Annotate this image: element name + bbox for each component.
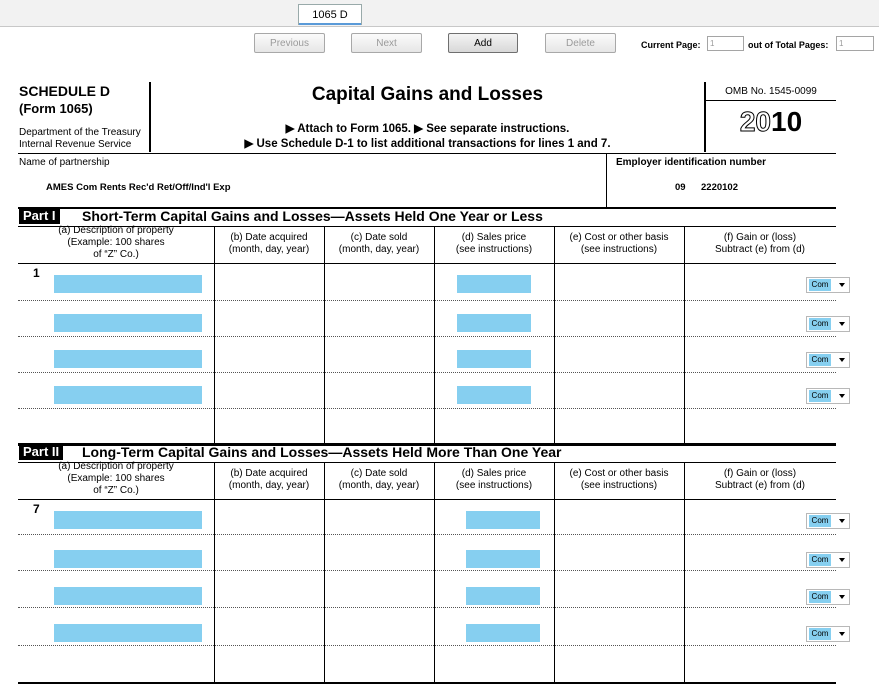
part2-description-field[interactable] [54,511,202,529]
part1-col-a-header: (a) Description of property [58,225,174,236]
part1-gain-loss-dropdown[interactable] [806,388,850,404]
part2-line-number: 7 [33,502,40,516]
part2-gain-loss-dropdown[interactable] [806,552,850,568]
part2-sales-price-field[interactable] [466,624,540,642]
part1-col-f-header: (f) Gain or (loss) [723,232,797,243]
part2-col-f-header: (f) Gain or (loss) [723,468,797,479]
add-button[interactable]: Add [448,33,518,53]
chevron-down-icon [839,358,845,362]
part1-col-e-header: (e) Cost or other basis [569,232,669,243]
dept-line-2: Internal Revenue Service [19,139,132,150]
part2-col-divider [554,463,555,682]
partnership-name-label: Name of partnership [19,157,110,168]
delete-button[interactable]: Delete [545,33,616,53]
part1-gain-loss-dropdown[interactable] [806,316,850,332]
total-pages-label: out of Total Pages: [748,40,829,50]
omb-rule [706,100,836,101]
part2-col-divider [434,463,435,682]
form-title: Capital Gains and Losses [311,84,544,105]
part1-col-a-header: of “Z” Co.) [93,249,139,260]
part1-col-b-header: (b) Date acquired [230,232,308,243]
dropdown-value: Com [809,279,831,291]
ein-label: Employer identification number [616,157,767,168]
tax-year-bold: 10 [771,106,803,137]
part2-col-b-header: (b) Date acquired [230,468,308,479]
part2-col-c-header: (month, day, year) [338,480,420,491]
dropdown-value: Com [809,591,831,603]
part2-col-f-header: Subtract (e) from (d) [714,480,806,491]
dropdown-value: Com [809,354,831,366]
part1-sales-price-field[interactable] [457,386,531,404]
part1-col-b-header: (month, day, year) [228,244,310,255]
tab-1065-d[interactable]: 1065 D [298,4,362,25]
part2-sales-price-field[interactable] [466,587,540,605]
part1-sales-price-field[interactable] [457,314,531,332]
partnership-name-field[interactable]: AMES Com Rents Rec'd Ret/Off/Ind'l Exp [46,182,231,193]
current-page-label: Current Page: [641,40,701,50]
part2-col-a-header: of “Z” Co.) [93,485,139,496]
part2-label: Part II [19,444,63,460]
part1-col-c-header: (c) Date sold [350,232,408,243]
ein-prefix-field[interactable]: 09 [675,182,686,193]
part1-line-number: 1 [33,266,40,280]
part2-gain-loss-dropdown[interactable] [806,626,850,642]
part1-col-a-header: (Example: 100 shares [67,237,165,248]
part1-title: Short-Term Capital Gains and Losses—Assets Held One Year or Less [82,208,543,224]
part1-header-rule [18,263,836,264]
part1-col-c-header: (month, day, year) [338,244,420,255]
schedule-label: SCHEDULE D [19,83,111,99]
part2-col-d-header: (see instructions) [455,480,533,491]
part1-sales-price-field[interactable] [457,275,531,293]
chevron-down-icon [839,322,845,326]
ein-divider [606,153,607,207]
part1-sales-price-field[interactable] [457,350,531,368]
part2-row-rule [18,570,836,571]
part1-description-field[interactable] [54,275,202,293]
part2-col-divider [324,463,325,682]
part2-col-a-header: (a) Description of property [58,461,174,472]
instruction-2: ▶ Use Schedule D-1 to list additional transactions for lines 1 and 7. [244,138,611,150]
part2-col-divider [214,463,215,682]
chevron-down-icon [839,595,845,599]
part2-row-rule [18,607,836,608]
part1-col-f-header: Subtract (e) from (d) [714,244,806,255]
instruction-1: ▶ Attach to Form 1065. ▶ See separate instructions. [285,123,570,135]
part2-col-c-header: (c) Date sold [350,468,408,479]
tax-year [706,106,836,138]
chevron-down-icon [839,558,845,562]
next-button[interactable]: Next [351,33,422,53]
previous-button[interactable]: Previous [254,33,325,53]
chevron-down-icon [839,283,845,287]
chevron-down-icon [839,394,845,398]
total-pages-input: 1 [836,36,874,51]
tab-strip [0,0,879,27]
current-page-input[interactable]: 1 [707,36,744,51]
dropdown-value: Com [809,628,831,640]
dropdown-value: Com [809,318,831,330]
part2-header-rule [18,499,836,500]
part1-col-d-header: (d) Sales price [461,232,527,243]
part1-description-field[interactable] [54,314,202,332]
form-number: (Form 1065) [19,101,93,116]
ein-number-field[interactable]: 2220102 [701,182,738,193]
dropdown-value: Com [809,554,831,566]
part2-title: Long-Term Capital Gains and Losses—Assets Held More Than One Year [82,444,562,460]
part2-col-divider [684,463,685,682]
part2-row-rule [18,534,836,535]
chevron-down-icon [839,519,845,523]
chevron-down-icon [839,632,845,636]
omb-number: OMB No. 1545-0099 [725,86,817,97]
part2-col-e-header: (e) Cost or other basis [569,468,669,479]
part1-row-rule [18,372,836,373]
part1-gain-loss-dropdown[interactable] [806,352,850,368]
part1-col-d-header: (see instructions) [455,244,533,255]
part2-gain-loss-dropdown[interactable] [806,513,850,529]
part1-row-rule [18,300,836,301]
part2-col-a-header: (Example: 100 shares [67,473,165,484]
part1-row-rule [18,336,836,337]
part2-col-b-header: (month, day, year) [228,480,310,491]
dropdown-value: Com [809,515,831,527]
dropdown-value: Com [809,390,831,402]
part1-row-rule [18,408,836,409]
part2-col-d-header: (d) Sales price [461,468,527,479]
part2-row-rule [18,682,836,684]
part2-row-rule [18,645,836,646]
part2-description-field[interactable] [54,624,202,642]
part2-description-field[interactable] [54,550,202,568]
part1-label: Part I [19,208,60,224]
part2-description-field[interactable] [54,587,202,605]
dept-line-1: Department of the Treasury [19,127,141,138]
part1-gain-loss-dropdown[interactable] [806,277,850,293]
part1-description-field[interactable] [54,350,202,368]
part1-col-e-header: (see instructions) [580,244,658,255]
part2-gain-loss-dropdown[interactable] [806,589,850,605]
tax-year-outline: 20 [739,106,771,137]
rule-name-top [18,153,836,154]
part2-col-e-header: (see instructions) [580,480,658,491]
part2-sales-price-field[interactable] [466,550,540,568]
part1-description-field[interactable] [54,386,202,404]
part2-sales-price-field[interactable] [466,511,540,529]
